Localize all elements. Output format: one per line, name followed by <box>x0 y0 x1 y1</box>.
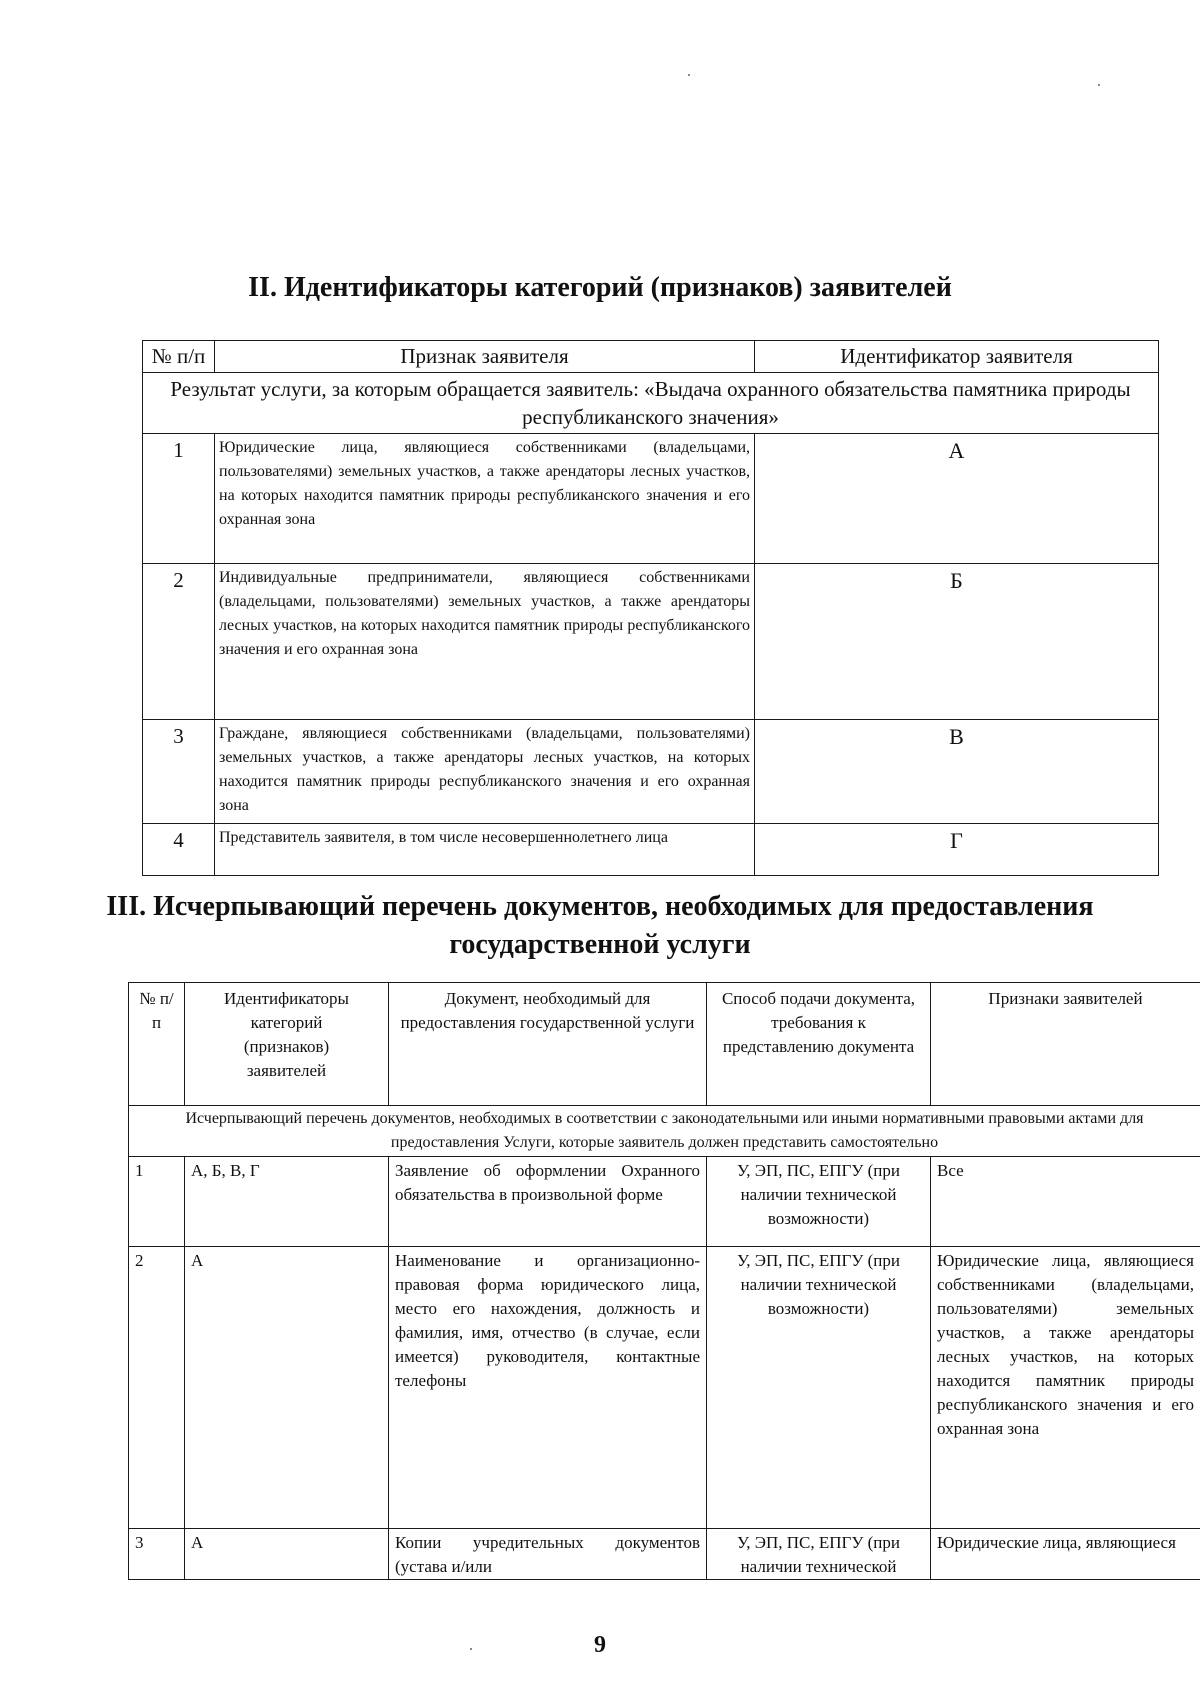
row-submission-method: У, ЭП, ПС, ЕПГУ (при наличии технической возможности) <box>707 1247 931 1529</box>
header-identifiers: Идентификаторы категорий (признаков) заявителей <box>185 983 389 1106</box>
header-identifier: Идентификатор заявителя <box>755 341 1159 373</box>
table-row <box>143 720 1159 824</box>
row-number: 2 <box>143 564 215 720</box>
row-document: Копии учредительных документов (устава и/или <box>389 1529 707 1580</box>
row-document: Заявление об оформлении Охранного обязательства в произвольной форме <box>389 1157 707 1247</box>
table-row <box>143 564 1159 720</box>
page-number: 9 <box>594 1632 606 1658</box>
documents-caption: Исчерпывающий перечень документов, необходимых в соответствии с законодательными или иными нормативными правовыми актами для предоставления Услуги, которые заявитель должен представить самостоятельно <box>129 1106 1200 1157</box>
row-identifiers: А, Б, В, Г <box>185 1157 389 1247</box>
table-row <box>143 434 1159 564</box>
table-row <box>129 1529 1200 1580</box>
row-identifiers: А <box>185 1529 389 1580</box>
group-row <box>143 373 1159 434</box>
row-sign: Индивидуальные предприниматели, являющиеся собственниками (владельцами, пользователями) земельных участков, а также арендаторы лесных участков, на которых находится памятник природы республиканского значения и его охранная зона <box>215 564 755 720</box>
row-identifier: В <box>755 720 1159 824</box>
row-applicant-signs: Все <box>931 1157 1200 1247</box>
row-sign: Граждане, являющиеся собственниками (владельцами, пользователями) земельных участков, а также арендаторы лесных участков, на которых находится памятник природы республиканского значения и его охранная зона <box>215 720 755 824</box>
header-num: № п/п <box>129 983 185 1106</box>
table-row <box>143 824 1159 876</box>
row-identifier: Б <box>755 564 1159 720</box>
scan-speck <box>688 74 690 76</box>
header-num: № п/п <box>143 341 215 373</box>
table-header-row <box>143 341 1159 373</box>
header-submission-method: Способ подачи документа, требования к представлению документа <box>707 983 931 1106</box>
row-identifier: Г <box>755 824 1159 876</box>
row-sign: Юридические лица, являющиеся собственниками (владельцами, пользователями) земельных участков, а также арендаторы лесных участков, на которых находится памятник природы республиканского значения и его охранная зона <box>215 434 755 564</box>
row-submission-method: У, ЭП, ПС, ЕПГУ (при наличии технической <box>707 1529 931 1580</box>
row-submission-method: У, ЭП, ПС, ЕПГУ (при наличии технической возможности) <box>707 1157 931 1247</box>
row-number: 3 <box>129 1529 185 1580</box>
documents-table <box>128 982 1200 1580</box>
row-number: 1 <box>143 434 215 564</box>
row-number: 3 <box>143 720 215 824</box>
row-number: 1 <box>129 1157 185 1247</box>
table-row <box>129 1247 1200 1529</box>
row-applicant-signs: Юридические лица, являющиеся собственниками (владельцами, пользователями) земельных участков, а также арендаторы лесных участков, на которых находится памятник природы республиканского значения и его охранная зона <box>931 1247 1200 1529</box>
group-row <box>129 1106 1200 1157</box>
table-header-row <box>129 983 1200 1106</box>
row-document: Наименование и организационно-правовая форма юридического лица, место его нахождения, должность и фамилия, имя, отчество (в случае, если имеется) руководителя, контактные телефоны <box>389 1247 707 1529</box>
section-2-title: II. Идентификаторы категорий (признаков) заявителей <box>248 272 952 303</box>
row-number: 4 <box>143 824 215 876</box>
row-applicant-signs: Юридические лица, являющиеся <box>931 1529 1200 1580</box>
header-applicant-signs: Признаки заявителей <box>931 983 1200 1106</box>
header-document: Документ, необходимый для предоставления государственной услуги <box>389 983 707 1106</box>
table-row <box>129 1157 1200 1247</box>
row-number: 2 <box>129 1247 185 1529</box>
scan-speck <box>1098 84 1100 86</box>
row-identifiers: А <box>185 1247 389 1529</box>
row-identifier: А <box>755 434 1159 564</box>
header-sign: Признак заявителя <box>215 341 755 373</box>
service-result-caption: Результат услуги, за которым обращается заявитель: «Выдача охранного обязательства памятника природы республиканского значения» <box>143 373 1159 434</box>
applicant-categories-table <box>142 340 1159 876</box>
row-sign: Представитель заявителя, в том числе несовершеннолетнего лица <box>215 824 755 876</box>
section-3-title: III. Исчерпывающий перечень документов, необходимых для предоставления государственной услуги <box>106 891 1094 960</box>
